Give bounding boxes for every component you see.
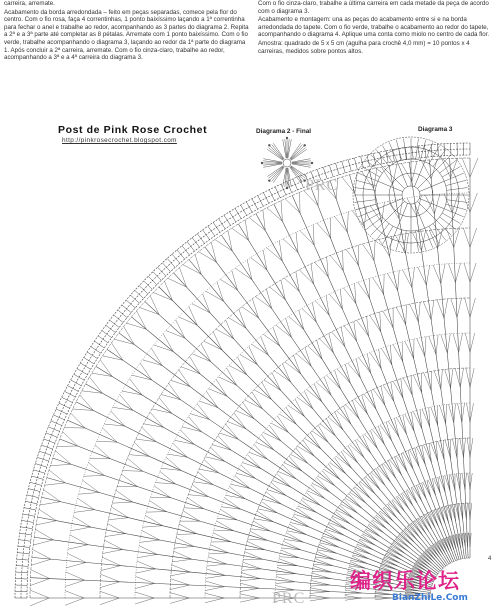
forum-url: BianZhiLe.Com (392, 593, 468, 603)
instruction-paragraph: Com o fio cinza-claro, trabalhe a última carreira em cada metade da peça de acordo com o diagrama 3. (258, 0, 489, 15)
blog-url-link[interactable]: http://pinkrosecrochet.blogspot.com (62, 137, 177, 144)
watermark-top: PRC (305, 177, 339, 194)
page-marker: 4 (488, 556, 492, 562)
diagram-1-quarter-circle (15, 143, 478, 606)
diagram-2-label: Diagrama 2 - Final (256, 128, 312, 135)
diagram-3-circle (353, 137, 469, 253)
instruction-paragraph: Acabamento da borda arredondada – feito em peças separadas, comece pela flor do centro. Com o fio rosa, faça 4 correntinhas, 1 ponto baixíssimo laçando a 1ª correntinha para fechar o anel e trabalhe ao redor, acompanhando as 3 partes do diagrama 2. Repita a 2ª e a 3ª parte até completar as 8 pétalas. Arremate com 1 ponto baixíssimo. Com o fio verde, trabalhe acompanhando o diagrama 3, laçando ao redor da 1ª parte do diagrama 1. Após concluir a 2ª carreira, arremate. Com o fio cinza-claro, trabalhe ao redor, acompanhando a 3ª e a 4ª carreira do diagrama 3. (4, 8, 249, 62)
blog-title: Post de Pink Rose Crochet (58, 124, 208, 136)
forum-logo: 编织乐论坛 (350, 569, 460, 593)
instruction-paragraph: Acabamento e montagem: una as peças do acabamento entre si e na borda arredondada do tapete. Com o fio verde, trabalhe o acabamento ao redor do tapete, acompanhando o diagrama 4. Aplique uma conta como miolo no centro de cada flor. (258, 16, 490, 39)
instruction-paragraph: Amostra: quadrado de 5 x 5 cm (agulha para crochê 4,0 mm) = 10 pontos x 4 carreiras, medidos sobre pontos altos. (258, 39, 470, 55)
instruction-paragraph: carreira, arremate. (4, 0, 55, 7)
diagram-3-label: Diagrama 3 (418, 126, 453, 133)
watermark-bottom: PRC (272, 590, 306, 607)
